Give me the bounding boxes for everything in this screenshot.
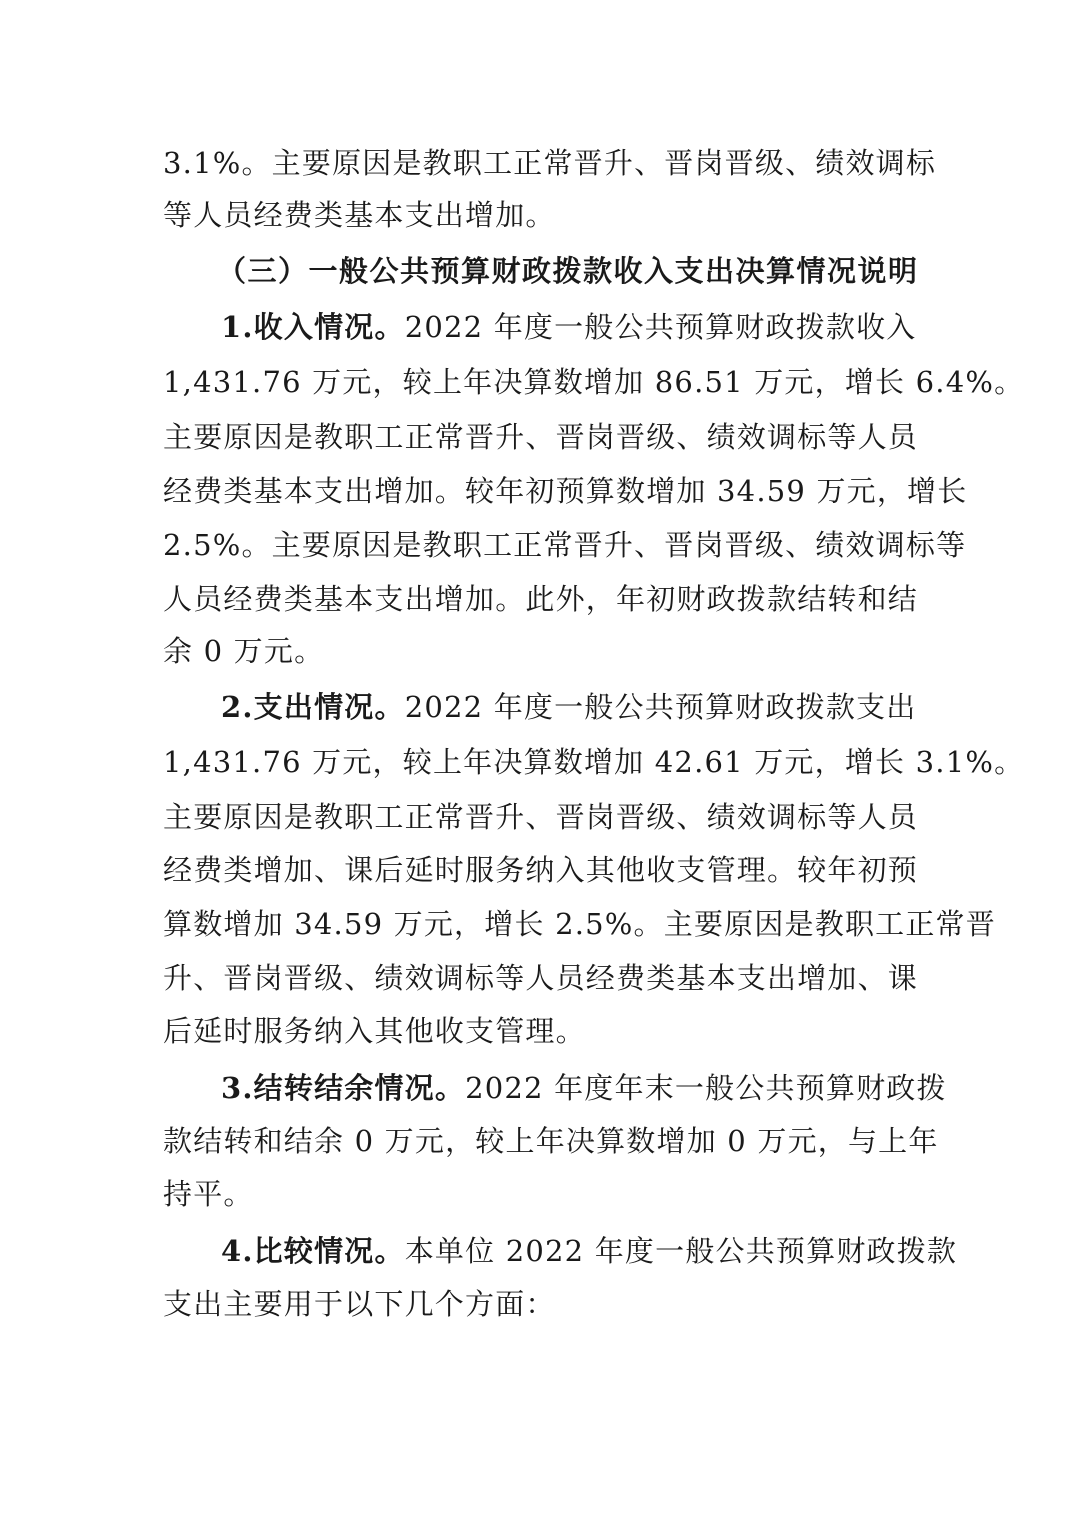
income-lead: 1.收入情况。 <box>221 310 405 344</box>
paragraph-line: 经费类基本支出增加。较年初预算数增加 34.59 万元，增长 <box>163 474 968 508</box>
comparison-paragraph-first-line <box>221 1233 957 1269</box>
expenditure-lead: 2.支出情况。 <box>221 690 405 724</box>
carryover-paragraph-first-line <box>221 1070 947 1106</box>
carryover-line1-text: 2022 年度年末一般公共预算财政拨 <box>465 1071 947 1105</box>
income-line1-text: 2022 年度一般公共预算财政拨款收入 <box>404 310 917 344</box>
comparison-line1-text: 本单位 2022 年度一般公共预算财政拨款 <box>404 1234 958 1268</box>
paragraph-line: 余 0 万元。 <box>163 634 325 668</box>
paragraph-line: 经费类增加、课后延时服务纳入其他收支管理。较年初预 <box>163 853 919 887</box>
carryover-lead: 3.结转结余情况。 <box>221 1071 466 1105</box>
paragraph-line: 主要原因是教职工正常晋升、晋岗晋级、绩效调标等人员 <box>163 420 919 454</box>
paragraph-line: 算数增加 34.59 万元，增长 2.5%。主要原因是教职工正常晋 <box>163 907 996 941</box>
comparison-lead: 4.比较情况。 <box>221 1234 405 1268</box>
paragraph-line: 款结转和结余 0 万元，较上年决算数增加 0 万元，与上年 <box>163 1124 939 1158</box>
paragraph-line: 3.1%。主要原因是教职工正常晋升、晋岗晋级、绩效调标 <box>163 146 937 180</box>
paragraph-line: 主要原因是教职工正常晋升、晋岗晋级、绩效调标等人员 <box>163 800 919 834</box>
paragraph-line: 后延时服务纳入其他收支管理。 <box>163 1014 586 1048</box>
section-heading: （三）一般公共预算财政拨款收入支出决算情况说明 <box>217 254 919 288</box>
income-paragraph-first-line <box>221 309 917 345</box>
paragraph-line: 持平。 <box>163 1177 254 1211</box>
paragraph-line: 等人员经费类基本支出增加。 <box>163 198 556 232</box>
paragraph-line: 2.5%。主要原因是教职工正常晋升、晋岗晋级、绩效调标等 <box>163 528 967 562</box>
paragraph-line: 1,431.76 万元，较上年决算数增加 42.61 万元，增长 3.1%。 <box>163 745 1025 779</box>
paragraph-line: 1,431.76 万元，较上年决算数增加 86.51 万元，增长 6.4%。 <box>163 365 1025 399</box>
paragraph-line: 人员经费类基本支出增加。此外，年初财政拨款结转和结 <box>163 582 919 616</box>
expenditure-line1-text: 2022 年度一般公共预算财政拨款支出 <box>404 690 917 724</box>
expenditure-paragraph-first-line <box>221 689 917 725</box>
paragraph-line: 升、晋岗晋级、绩效调标等人员经费类基本支出增加、课 <box>163 961 919 995</box>
paragraph-line: 支出主要用于以下几个方面： <box>163 1287 556 1321</box>
